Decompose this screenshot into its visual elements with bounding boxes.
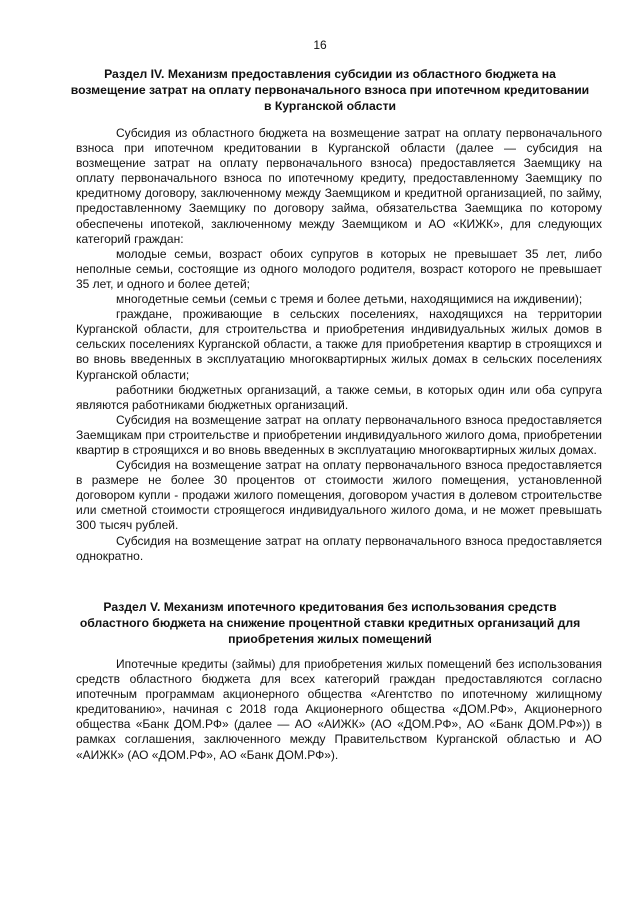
section-4-paragraph-1: Субсидия из областного бюджета на возмещение затрат на оплату первоначального взноса при ипотечном кредитовании в Курганской области (далее — субсидия на возмещение затрат на оплату первоначального взноса) предоставляется Заемщику на оплату первоначального взноса по ипотечному кредиту, предоставленному Заемщику по кредитному договору, заключенному между Заемщиком и кредитной организацией, по займу, предоставленному Заемщику по договору займа, обязательства Заемщика по которому обеспечены ипотекой, заключенному между Заемщиком и АО «КИЖК», для следующих категорий граждан: bbox=[76, 126, 602, 246]
section-5-heading: Раздел V. Механизм ипотечного кредитования без использования средств областного бюджета на снижение процентной ставки кредитных организаций для приобретения жилых помещений bbox=[79, 600, 581, 646]
section-4-paragraph-5: работники бюджетных организаций, а также семьи, в которых один или оба супруга являются работниками бюджетных организаций. bbox=[76, 382, 602, 412]
section-4-paragraph-4: граждане, проживающие в сельских поселениях, находящихся на территории Курганской области, для строительства и приобретения индивидуальных жилых домов в сельских поселениях Курганской области, а также для приобретения квартир в строящихся и во вновь введенных в эксплуатацию многоквартирных жилых домах в сельских поселениях Курганской области; bbox=[76, 307, 602, 382]
section-4-paragraph-6: Субсидия на возмещение затрат на оплату первоначального взноса предоставляется Заемщикам при строительстве и приобретении индивидуального жилого дома, приобретении квартир в строящихся и во вновь введенных в эксплуатацию многоквартирных жилых домах. bbox=[76, 412, 602, 457]
section-4-paragraph-2: молодые семьи, возраст обоих супругов в которых не превышает 35 лет, либо неполные семьи, состоящие из одного молодого родителя, возраст которого не превышает 35 лет, и одного и более детей; bbox=[76, 246, 602, 291]
section-4-paragraph-7: Субсидия на возмещение затрат на оплату первоначального взноса предоставляется в размере не более 30 процентов от стоимости жилого помещения, установленной договором купли - продажи жилого помещения, договором участия в долевом строительстве или сметной стоимости строящегося индивидуального жилого дома, и не может превышать 300 тысяч рублей. bbox=[76, 458, 602, 533]
section-4-paragraph-3: многодетные семьи (семьи с тремя и более детьми, находящимися на иждивении); bbox=[116, 292, 583, 307]
section-4-body bbox=[76, 126, 602, 564]
section-5-body bbox=[76, 657, 602, 763]
section-4-heading: Раздел IV. Механизм предоставления субсидии из областного бюджета на возмещение затрат на оплату первоначального взноса при ипотечном кредитовании в Курганской области bbox=[70, 67, 590, 113]
page-number: 16 bbox=[313, 38, 327, 52]
section-5-paragraph-1: Ипотечные кредиты (займы) для приобретения жилых помещений без использования средств областного бюджета для всех категорий граждан предоставляются согласно ипотечным программам акционерного общества «Агентство по ипотечному жилищному кредитованию», начиная с 2018 года Акционерного общества «ДОМ.РФ», Акционерного общества «Банк ДОМ.РФ» (далее — АО «АИЖК» (АО «ДОМ.РФ», АО «Банк ДОМ.РФ»)) в рамках соглашения, заключенного между Правительством Курганской областью и АО «АИЖК» (АО «ДОМ.РФ», АО «Банк ДОМ.РФ»). bbox=[76, 657, 602, 762]
section-4-paragraph-8: Субсидия на возмещение затрат на оплату первоначального взноса предоставляется однократно. bbox=[76, 533, 602, 563]
